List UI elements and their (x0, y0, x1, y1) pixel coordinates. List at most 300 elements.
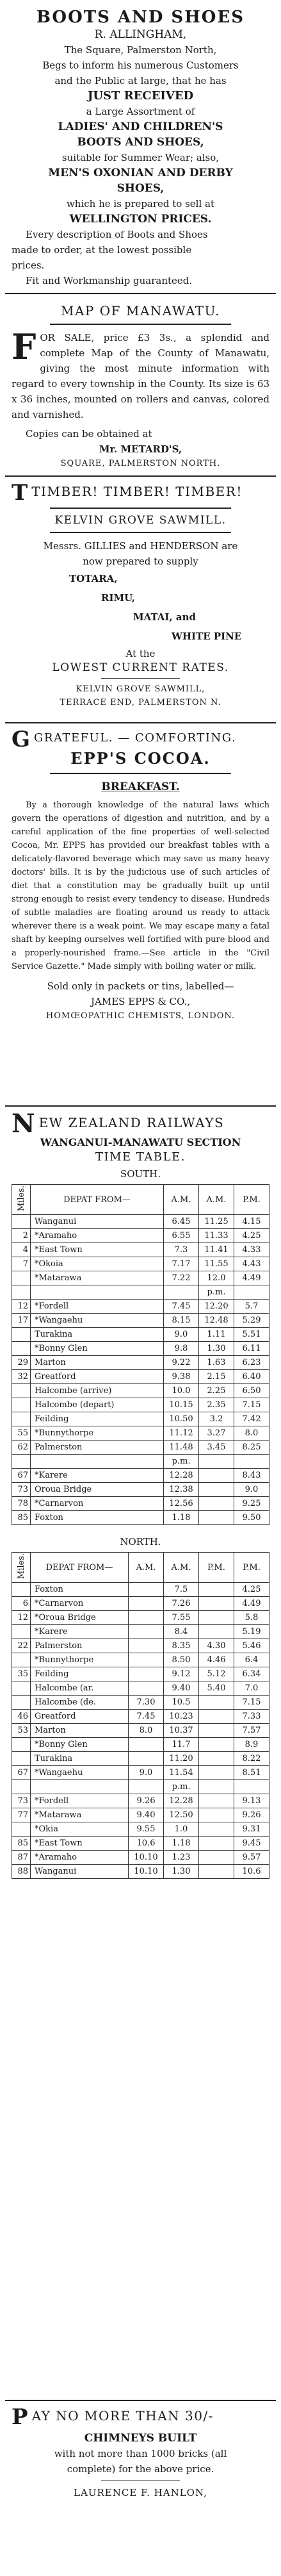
timber-item-1: TOTARA, (69, 573, 118, 584)
south-time-cell: 8.43 (234, 1469, 269, 1483)
south-time-cell: 5.7 (234, 1300, 269, 1314)
south-station-cell: Turakina (31, 1328, 164, 1342)
north-station-cell: *Aramaho (31, 1851, 129, 1865)
north-time-cell: 10.23 (164, 1710, 199, 1724)
south-station-cell: Halcombe (depart) (31, 1398, 164, 1412)
north-time-cell (199, 1752, 234, 1766)
south-col-am1: A.M. (164, 1185, 199, 1215)
south-miles-cell: 2 (12, 1229, 31, 1243)
south-time-cell: p.m. (199, 1285, 234, 1300)
north-row (12, 1766, 269, 1780)
north-miles-cell: 35 (12, 1667, 31, 1681)
south-time-cell: 7.42 (234, 1412, 269, 1426)
cocoa-advert (5, 723, 276, 1107)
south-time-cell: 6.11 (234, 1342, 269, 1356)
north-time-cell: 9.55 (129, 1822, 164, 1837)
south-station-cell: Foxton (31, 1511, 164, 1525)
north-time-cell: 9.40 (164, 1681, 199, 1696)
north-station-cell: *Matarawa (31, 1808, 129, 1822)
north-time-cell: 1.30 (164, 1865, 199, 1879)
south-col-am2: A.M. (199, 1185, 234, 1215)
south-time-cell (234, 1285, 269, 1300)
south-time-cell: 9.8 (164, 1342, 199, 1356)
north-miles-cell: 88 (12, 1865, 31, 1879)
south-time-cell: 2.15 (199, 1370, 234, 1384)
south-miles-cell: 55 (12, 1426, 31, 1441)
south-row (12, 1257, 269, 1271)
north-time-cell: 1.23 (164, 1851, 199, 1865)
map-title: MAP OF MANAWATU. (60, 303, 221, 318)
south-time-cell (199, 1497, 234, 1511)
south-station-cell: *Wangaehu (31, 1314, 164, 1328)
south-time-cell: 7.15 (234, 1398, 269, 1412)
north-station-cell: *Oroua Bridge (31, 1611, 129, 1625)
north-time-cell: 9.13 (234, 1794, 269, 1808)
north-row (12, 1597, 269, 1611)
south-miles-cell (12, 1285, 31, 1300)
north-time-cell (129, 1639, 164, 1653)
south-miles-cell: 17 (12, 1314, 31, 1328)
north-row (12, 1738, 269, 1752)
north-time-cell: 7.0 (234, 1681, 269, 1696)
north-miles-cell: 22 (12, 1639, 31, 1653)
south-time-cell: p.m. (164, 1455, 199, 1469)
north-row (12, 1780, 269, 1794)
north-miles-cell (12, 1696, 31, 1710)
north-time-cell: 9.12 (164, 1667, 199, 1681)
north-time-cell (199, 1597, 234, 1611)
rail-drop-cap: N (12, 1112, 35, 1135)
south-station-cell: *Matarawa (31, 1271, 164, 1285)
south-time-cell: 12.48 (199, 1314, 234, 1328)
north-time-cell: 4.30 (199, 1639, 234, 1653)
rail-header (12, 1112, 269, 1135)
south-station-cell: *Aramaho (31, 1229, 164, 1243)
south-station-cell: Marton (31, 1356, 164, 1370)
south-time-cell: 1.18 (164, 1511, 199, 1525)
south-miles-cell: 67 (12, 1469, 31, 1483)
north-miles-cell: 67 (12, 1766, 31, 1780)
north-col-depart: DEPAT FROM— (31, 1553, 129, 1583)
north-col-am1: A.M. (129, 1553, 164, 1583)
south-time-cell (199, 1511, 234, 1525)
cocoa-sold: Sold only in packets or tins, labelled— (47, 980, 234, 992)
south-time-cell: 11.25 (199, 1215, 234, 1229)
chimney-line-1: with not more than 1000 bricks (all (54, 2448, 227, 2459)
north-time-cell: 11.54 (164, 1766, 199, 1780)
cocoa-header (12, 729, 269, 749)
north-miles-cell: 6 (12, 1597, 31, 1611)
north-time-cell (129, 1738, 164, 1752)
boots-name: R. ALLINGHAM, (94, 28, 187, 41)
south-time-cell: 2.25 (199, 1384, 234, 1398)
north-time-cell: 7.26 (164, 1597, 199, 1611)
south-time-cell: 1.11 (199, 1328, 234, 1342)
north-time-cell: 10.10 (129, 1851, 164, 1865)
south-time-cell (199, 1455, 234, 1469)
south-miles-cell (12, 1384, 31, 1398)
north-time-cell (199, 1738, 234, 1752)
south-time-cell: 10.0 (164, 1384, 199, 1398)
timber-title-line (12, 482, 269, 502)
north-time-cell: 9.0 (129, 1766, 164, 1780)
north-row (12, 1851, 269, 1865)
north-row (12, 1837, 269, 1851)
south-time-cell: 9.50 (234, 1511, 269, 1525)
south-time-cell: 4.15 (234, 1215, 269, 1229)
north-time-cell: 8.22 (234, 1752, 269, 1766)
north-time-cell (129, 1611, 164, 1625)
boots-desc-3: prices. (12, 260, 45, 271)
north-time-cell: 9.31 (234, 1822, 269, 1837)
north-row (12, 1808, 269, 1822)
south-station-cell: Greatford (31, 1370, 164, 1384)
north-time-cell (199, 1766, 234, 1780)
rail-title: EW ZEALAND RAILWAYS (38, 1115, 225, 1130)
north-col-pm2: P.M. (234, 1553, 269, 1583)
north-miles-cell (12, 1583, 31, 1597)
north-station-cell: Foxton (31, 1583, 129, 1597)
north-time-cell: 8.0 (129, 1724, 164, 1738)
north-miles-cell (12, 1681, 31, 1696)
south-time-cell: 8.0 (234, 1426, 269, 1441)
north-time-cell: 9.26 (129, 1794, 164, 1808)
north-time-cell (199, 1724, 234, 1738)
north-time-cell: 5.40 (199, 1681, 234, 1696)
south-time-cell: 1.63 (199, 1356, 234, 1370)
chimney-sub: CHIMNEYS BUILT (84, 2432, 197, 2445)
north-time-cell: 10.6 (234, 1865, 269, 1879)
south-time-cell: 5.51 (234, 1328, 269, 1342)
north-time-cell (199, 1780, 234, 1794)
boots-shoes: SHOES, (116, 182, 165, 195)
north-time-cell: 10.5 (164, 1696, 199, 1710)
south-miles-cell (12, 1328, 31, 1342)
south-station-cell: Oroua Bridge (31, 1483, 164, 1497)
north-station-cell: Palmerston (31, 1639, 129, 1653)
north-miles-cell (12, 1653, 31, 1667)
newspaper-column (5, 3, 276, 2548)
south-time-cell: 12.56 (164, 1497, 199, 1511)
boots-advert (5, 3, 276, 294)
south-miles-cell: 32 (12, 1370, 31, 1384)
south-row (12, 1441, 269, 1455)
map-body-block (12, 326, 269, 422)
rail-timetable: TIME TABLE. (95, 1150, 186, 1164)
north-time-cell (234, 1780, 269, 1794)
boots-mens: MEN'S OXONIAN AND DERBY (48, 167, 233, 179)
south-station-cell: Wanganui (31, 1215, 164, 1229)
north-station-cell: *Bunnythorpe (31, 1653, 129, 1667)
north-miles-cell (12, 1752, 31, 1766)
railway-advert (5, 1107, 276, 2401)
north-station-cell (31, 1780, 129, 1794)
south-miles-cell: 12 (12, 1300, 31, 1314)
map-drop-cap: F (12, 326, 36, 367)
south-time-cell: 3.2 (199, 1412, 234, 1426)
south-time-cell: 3.45 (199, 1441, 234, 1455)
south-station-cell: *Carnarvon (31, 1497, 164, 1511)
south-time-cell: 9.25 (234, 1497, 269, 1511)
cocoa-body: By a thorough knowledge of the natural laws which govern the operations of digestion and nutrition, and by a careful application of the fine properties of well-selected Cocoa, Mr. EPPS has provided our breakfast tables with a delicately-flavored beverage which may save us many heavy doctors' bills. It is by the judicious use of such articles of diet that a constitution may be gradually built up until strong enough to resist every tendency to disease. Hundreds of subtle maladies are floating around us ready to attack wherever there is a weak point. We may escape many a fatal shaft by keeping ourselves well fortified with pure blood and a properly-nourished frame.—See article in the "Civil Service Gazette." Made simply with boiling water or milk. (12, 800, 269, 971)
north-row (12, 1681, 269, 1696)
south-time-cell: 10.50 (164, 1412, 199, 1426)
timber-rule-3 (101, 678, 180, 679)
map-copies: Copies can be obtained at (26, 428, 152, 440)
map-place: SQUARE, PALMERSTON NORTH. (60, 459, 221, 468)
north-time-cell: 5.8 (234, 1611, 269, 1625)
north-row (12, 1625, 269, 1639)
north-header-row (12, 1553, 269, 1583)
south-station-cell: *East Town (31, 1243, 164, 1257)
south-row (12, 1215, 269, 1229)
north-row (12, 1583, 269, 1597)
timber-supply: now prepared to supply (83, 556, 198, 567)
south-time-cell: 2.35 (199, 1398, 234, 1412)
south-row (12, 1370, 269, 1384)
north-time-cell: 7.45 (129, 1710, 164, 1724)
north-miles-cell: 12 (12, 1611, 31, 1625)
north-time-cell: 4.46 (199, 1653, 234, 1667)
cocoa-drop-cap: G (12, 729, 31, 749)
north-time-cell (199, 1696, 234, 1710)
north-time-cell: 10.37 (164, 1724, 199, 1738)
south-miles-cell: 73 (12, 1483, 31, 1497)
south-timetable (12, 1184, 269, 1525)
rail-south-heading: SOUTH. (120, 1168, 161, 1180)
north-row (12, 1611, 269, 1625)
boots-fit: Fit and Workmanship guaranteed. (26, 275, 193, 286)
north-time-cell: 9.26 (234, 1808, 269, 1822)
north-time-cell: p.m. (164, 1780, 199, 1794)
south-time-cell: 11.33 (199, 1229, 234, 1243)
south-time-cell: 1.30 (199, 1342, 234, 1356)
north-station-cell: *Wangaehu (31, 1766, 129, 1780)
cocoa-rule (50, 773, 231, 774)
north-time-cell: 11.20 (164, 1752, 199, 1766)
north-miles-cell: 73 (12, 1794, 31, 1808)
north-miles-cell (12, 1780, 31, 1794)
south-row (12, 1398, 269, 1412)
timber-item-3: MATAI, and (133, 611, 196, 623)
south-row (12, 1314, 269, 1328)
south-miles-cell: 62 (12, 1441, 31, 1455)
north-timetable (12, 1552, 269, 1879)
north-time-cell: 6.4 (234, 1653, 269, 1667)
south-row (12, 1511, 269, 1525)
timber-rule-2 (50, 532, 231, 533)
map-seller: Mr. METARD'S, (99, 443, 182, 455)
south-time-cell (234, 1455, 269, 1469)
north-time-cell (129, 1667, 164, 1681)
boots-ladies: LADIES' AND CHILDREN'S (58, 120, 223, 133)
boots-desc-1: Every description of Boots and Shoes (26, 229, 208, 240)
south-col-depart: DEPAT FROM— (31, 1185, 164, 1215)
north-row (12, 1752, 269, 1766)
south-time-cell: 6.50 (234, 1384, 269, 1398)
north-row (12, 1639, 269, 1653)
north-miles-cell (12, 1625, 31, 1639)
north-row (12, 1794, 269, 1808)
timber-sign-2: TERRACE END, PALMERSTON N. (60, 698, 221, 707)
timber-rule-1 (50, 508, 231, 509)
south-time-cell: 9.0 (164, 1328, 199, 1342)
south-row (12, 1426, 269, 1441)
south-row (12, 1300, 269, 1314)
north-row (12, 1822, 269, 1837)
south-row (12, 1243, 269, 1257)
south-miles-cell (12, 1271, 31, 1285)
south-time-cell: 6.40 (234, 1370, 269, 1384)
south-miles-cell: 78 (12, 1497, 31, 1511)
south-time-cell: 5.29 (234, 1314, 269, 1328)
north-miles-cell (12, 1822, 31, 1837)
north-time-cell: 9.45 (234, 1837, 269, 1851)
map-advert (5, 294, 276, 477)
north-time-cell (129, 1597, 164, 1611)
north-station-cell: Wanganui (31, 1865, 129, 1879)
north-row (12, 1724, 269, 1738)
north-time-cell: 6.34 (234, 1667, 269, 1681)
north-time-cell: 12.28 (164, 1794, 199, 1808)
south-row (12, 1271, 269, 1285)
north-time-cell (199, 1837, 234, 1851)
chimney-advert (5, 2401, 276, 2548)
south-row (12, 1229, 269, 1243)
south-col-pm: P.M. (234, 1185, 269, 1215)
south-miles-cell (12, 1215, 31, 1229)
north-time-cell: 8.4 (164, 1625, 199, 1639)
north-time-cell (199, 1822, 234, 1837)
timber-at: At the (125, 648, 156, 659)
timber-item-2: RIMU, (101, 592, 136, 604)
boots-prepared: which he is prepared to sell at (66, 198, 215, 210)
north-time-cell: 10.6 (129, 1837, 164, 1851)
north-time-cell (129, 1780, 164, 1794)
chimney-name: LAURENCE F. HANLON, (74, 2487, 207, 2498)
south-row (12, 1328, 269, 1342)
south-time-cell: 12.20 (199, 1300, 234, 1314)
north-time-cell (129, 1752, 164, 1766)
north-time-cell: 7.33 (234, 1710, 269, 1724)
north-time-cell: 8.35 (164, 1639, 199, 1653)
south-miles-cell: 85 (12, 1511, 31, 1525)
north-station-cell: Greatford (31, 1710, 129, 1724)
south-miles-cell: 4 (12, 1243, 31, 1257)
south-row (12, 1384, 269, 1398)
south-row (12, 1285, 269, 1300)
south-station-cell: *Bonny Glen (31, 1342, 164, 1356)
north-time-cell (199, 1794, 234, 1808)
north-miles-cell (12, 1738, 31, 1752)
north-time-cell: 5.46 (234, 1639, 269, 1653)
south-time-cell (164, 1285, 199, 1300)
south-row (12, 1469, 269, 1483)
north-time-cell (129, 1625, 164, 1639)
south-time-cell: 9.22 (164, 1356, 199, 1370)
timber-title: TIMBER! TIMBER! TIMBER! (31, 484, 243, 499)
north-station-cell: Marton (31, 1724, 129, 1738)
north-time-cell: 7.57 (234, 1724, 269, 1738)
south-time-cell: 7.45 (164, 1300, 199, 1314)
south-time-cell: 11.48 (164, 1441, 199, 1455)
north-time-cell (199, 1583, 234, 1597)
cocoa-title: EPP'S COCOA. (70, 749, 211, 768)
north-row (12, 1696, 269, 1710)
south-time-cell: 12.0 (199, 1271, 234, 1285)
north-time-cell: 4.49 (234, 1597, 269, 1611)
south-row (12, 1342, 269, 1356)
north-miles-cell: 53 (12, 1724, 31, 1738)
north-station-cell: Halcombe (ar. (31, 1681, 129, 1696)
south-row (12, 1497, 269, 1511)
south-station-cell (31, 1455, 164, 1469)
boots-desc-2: made to order, at the lowest possible (12, 244, 192, 256)
south-station-cell: Palmerston (31, 1441, 164, 1455)
north-miles-cell: 46 (12, 1710, 31, 1724)
south-time-cell: 12.28 (164, 1469, 199, 1483)
north-time-cell (199, 1710, 234, 1724)
north-col-am2: A.M. (164, 1553, 199, 1583)
north-station-cell: *Karere (31, 1625, 129, 1639)
north-time-cell (199, 1625, 234, 1639)
north-time-cell: 8.50 (164, 1653, 199, 1667)
south-time-cell: 9.38 (164, 1370, 199, 1384)
map-rule (50, 324, 231, 325)
south-row (12, 1483, 269, 1497)
north-station-cell: Halcombe (de. (31, 1696, 129, 1710)
north-miles-cell: 85 (12, 1837, 31, 1851)
south-time-cell: 8.25 (234, 1441, 269, 1455)
boots-line-2: and the Public at large, that he has (54, 75, 227, 87)
north-time-cell: 7.15 (234, 1696, 269, 1710)
north-time-cell (129, 1681, 164, 1696)
south-time-cell (199, 1469, 234, 1483)
boots-line-1: Begs to inform his numerous Customers (42, 60, 239, 71)
chimney-line-2: complete) for the above price. (67, 2463, 214, 2475)
south-station-cell: Feilding (31, 1412, 164, 1426)
timber-messrs: Messrs. GILLIES and HENDERSON are (43, 540, 238, 552)
north-time-cell: 8.51 (234, 1766, 269, 1780)
north-col-miles: Miles. (12, 1553, 31, 1583)
south-miles-cell: 7 (12, 1257, 31, 1271)
south-time-cell: 7.17 (164, 1257, 199, 1271)
north-station-cell: *East Town (31, 1837, 129, 1851)
south-miles-cell (12, 1398, 31, 1412)
boots-prices: WELLINGTON PRICES. (69, 213, 212, 226)
rail-north-heading: NORTH. (120, 1536, 161, 1548)
north-time-cell: 7.30 (129, 1696, 164, 1710)
south-time-cell: 12.38 (164, 1483, 199, 1497)
north-time-cell: 7.5 (164, 1583, 199, 1597)
north-station-cell: *Carnarvon (31, 1597, 129, 1611)
chimney-header (12, 2406, 269, 2427)
chimney-drop-cap: P (12, 2406, 28, 2427)
cocoa-breakfast: BREAKFAST. (101, 780, 180, 793)
south-miles-cell (12, 1412, 31, 1426)
north-time-cell: 10.10 (129, 1865, 164, 1879)
south-time-cell: 4.43 (234, 1257, 269, 1271)
south-row (12, 1356, 269, 1370)
south-station-cell (31, 1285, 164, 1300)
boots-title: BOOTS AND SHOES (36, 8, 245, 27)
south-header-row (12, 1185, 269, 1215)
cocoa-firm: JAMES EPPS & CO., (91, 996, 190, 1007)
timber-advert (5, 477, 276, 723)
south-time-cell: 9.0 (234, 1483, 269, 1497)
south-time-cell: 4.33 (234, 1243, 269, 1257)
south-time-cell: 8.15 (164, 1314, 199, 1328)
